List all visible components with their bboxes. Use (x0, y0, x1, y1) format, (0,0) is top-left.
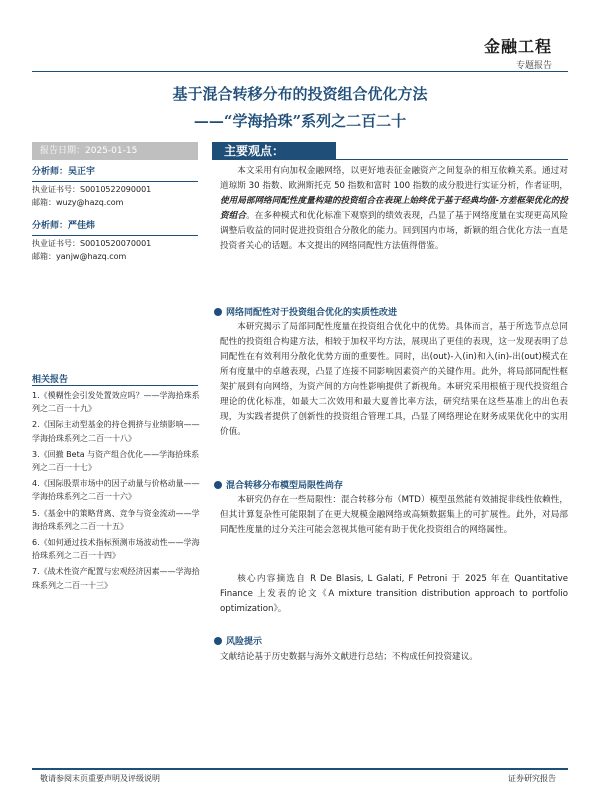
analyst-contact (32, 183, 202, 209)
bullet-icon (214, 637, 222, 645)
report-date-bar: 报告日期：2025-01-15 (32, 142, 198, 160)
related-report-item[interactable]: 2.《国际主动型基金的持仓拥挤与业绩影响——学海拾珠系列之二百一十八》 (32, 420, 200, 443)
section-heading (214, 305, 397, 318)
report-category-title: 金融工程 (483, 37, 552, 56)
section-title: 网络同配性对于投资组合优化的实质性改进 (226, 308, 398, 318)
section-title: 风险提示 (226, 637, 263, 647)
analyst-block (32, 220, 202, 233)
analyst-divider (32, 181, 198, 182)
section-body: 本研究揭示了局部同配性度量在投资组合优化中的优势。具体而言，基于所选节点总同配性的投资组合构建方法，相较于加权平均方法，展现出了更佳的表现，这一发现表明了总同配性在有效利用分散化优势方面的重要性。同时，出(out)-入(in)和入(in)-出(out)模式在所有度量中的卓越表现，凸显了连接不同影响因素资产的关键作用。此外，将局部同配性框架扩展到有向网络，为资产间的方向性影响提供了新视角。本研究采用根植于现代投资组合理论的优化标准，如最大二次效用和最大夏普比率方法，研究结果在这些基准上的出色表现，为实践者提供了创新性的投资组合管理工具，凸显了网络理论在财务成果优化中的实用价值。 (220, 322, 568, 437)
section-body: 本研究仍存在一些局限性：混合转移分布（MTD）模型虽然能有效捕捉非线性依赖性，但其计算复杂性可能限制了在更大规模金融网络或高频数据集上的可扩展性。此外，对局部同配性度量的过分关注可能会忽视其他可能有助于优化投资组合的网络属性。 (220, 495, 568, 535)
document-title: 基于混合转移分布的投资组合优化方法 (172, 85, 428, 103)
analyst-name: 分析师：严佳炜 (32, 221, 96, 231)
section-heading (214, 634, 262, 647)
related-reports-title: 相关报告 (32, 375, 69, 385)
related-reports-list (32, 389, 202, 595)
intro-highlight: 使用局部网络同配性度量构建的投资组合在表现上始终优于基于经典均值-方差框架优化的投资组合 (220, 196, 568, 221)
intro-text: 本文采用有向加权金融网络，以更好地表征金融资产之间复杂的相互依赖关系。通过对道琼斯 30 指数、欧洲斯托克 50 指数和富时 100 指数的成分股进行实证分析，作者证明， (220, 166, 568, 191)
intro-tail: 。在多种模式和优化标准下观察到的绩效表现，凸显了基于网络度量在实现更高风险调整后收益的同时促进投资组合分散化的能力。回到国内市场，新颖的组合优化方法一直是投资者关心的话题。本文提出的网络同配性方法值得借鉴。 (220, 211, 568, 251)
bullet-icon (214, 308, 222, 316)
related-report-item[interactable]: 7.《战术性资产配置与宏观经济因素——学海拾珠系列之二百一十三》 (32, 567, 200, 590)
analyst-email[interactable]: 邮箱：wuzy@hazq.com (32, 198, 124, 207)
analyst-block (32, 166, 202, 179)
related-report-item[interactable]: 5.《基金中的策略背离、竞争与资金流动——学海拾珠系列之二百一十五》 (32, 508, 200, 531)
key-points-divider (212, 159, 568, 160)
analyst-email[interactable]: 邮箱：yanjw@hazq.com (32, 252, 127, 261)
footer-divider (32, 768, 568, 770)
related-report-item[interactable]: 1.《模糊性会引发处置效应吗？——学海拾珠系列之二百一十九》 (32, 391, 200, 414)
disclaimer-note: 敬请参阅末页重要声明及评级说明 (40, 774, 160, 783)
report-type-label: 专题报告 (515, 61, 552, 71)
intro-paragraph (220, 164, 568, 254)
analyst-cert: 执业证书号：S0010520070001 (32, 239, 152, 248)
risk-warning-text: 文献结论基于历史数据与海外文献进行总结；不构成任何投资建议。 (220, 652, 478, 662)
source-note: 核心内容摘选自 R De Blasis, L Galati, F Petroni 于 2025 年在 Quantitative Finance 上发表的论文《A mixture transition distribution approach to portfolio optimization》。 (220, 574, 568, 614)
analyst-name: 分析师：吴正宇 (32, 167, 96, 177)
related-report-item[interactable]: 4.《国际股票市场中的因子动量与价格动量——学海拾珠系列之二百一十六》 (32, 479, 200, 502)
related-reports-divider (32, 385, 198, 386)
section-heading (214, 478, 343, 491)
document-series-title: ——“学海拾珠”系列之二百二十 (193, 112, 407, 130)
bullet-icon (214, 481, 222, 489)
related-report-item[interactable]: 6.《如何通过技术指标预测市场波动性——学海拾珠系列之二百一十四》 (32, 538, 200, 561)
footer-label: 证券研究报告 (508, 774, 556, 783)
analyst-divider (32, 235, 198, 236)
key-points-heading: 主要观点： (212, 142, 336, 160)
analyst-cert: 执业证书号：S0010522090001 (32, 185, 152, 194)
section-title: 混合转移分布模型局限性尚存 (226, 481, 344, 491)
analyst-contact (32, 237, 202, 263)
header-divider (32, 71, 568, 72)
related-report-item[interactable]: 3.《回撤 Beta 与资产组合优化——学海拾珠系列之二百一十七》 (32, 449, 200, 473)
